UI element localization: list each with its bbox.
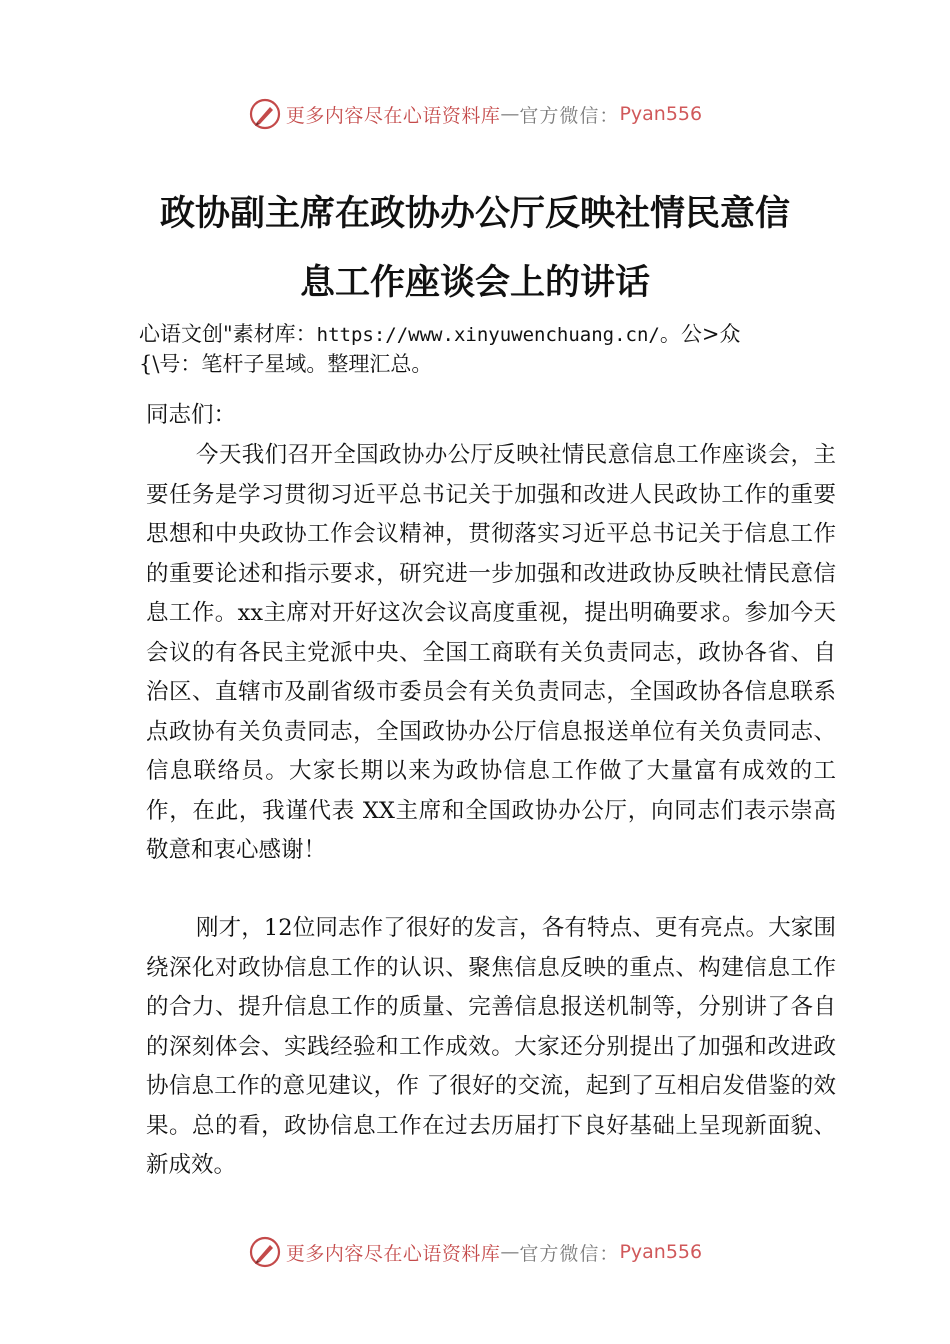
paragraph-1: 今天我们召开全国政协办公厅反映社情民意信息工作座谈会，主要任务是学习贯彻习近平总书记关于加强和改进人民政协工作的重要思想和中央政协工作会议精神，贯彻落实习近平总书记关于信息工作的重要论述和指示要求，研究进一步加强和改进政协反映社情民意信息工作。xx主席对开好这次会议高度重视，提出明确要求。参加今天会议的有各民主党派中央、全国工商联有关负责同志，政协各省、自治区、直辖市及副省级市委员会有关负责同志，全国政协各信息联系点政协有关负责同志，全国政协办公厅信息报送单位有关负责同志、信息联络员。大家长期以来为政协信息工作做了大量富有成效的工作，在此，我谨代表 XX主席和全国政协办公厅，向同志们表示崇高敬意和衷心感谢！: [146, 442, 836, 863]
source-note: [139, 320, 839, 379]
banner-text: 更多内容尽在心语资料库: [285, 1242, 501, 1265]
footer-banner: [0, 1232, 950, 1272]
paragraph-2: 刚才，12位同志作了很好的发言，各有特点、更有亮点。大家围绕深化对政协信息工作的认识、聚焦信息反映的重点、构建信息工作的合力、提升信息工作的质量、完善信息报送机制等，分别讲了各自的深刻体会、实践经验和工作成效。大家还分别提出了加强和改进政协信息工作的意见建议，作 了很好的交流，起到了互相启发借鉴的效果。总的看，政协信息工作在过去历届打下良好基础上呈现新面貌、新成效。: [146, 915, 836, 1178]
source-url: https://www.xinyuwenchuang.cn/: [316, 324, 660, 346]
source-suffix: 。公>众: [659, 322, 741, 346]
greeting: 同志们：: [146, 402, 237, 428]
wechat-label: 官方微信：: [519, 1242, 620, 1265]
source-line2: {\号：笔杆子星域。整理汇总。: [139, 352, 433, 376]
document-title-line1: 政协副主席在政协办公厅反映社情民意信: [159, 194, 790, 234]
pen-logo-icon: [248, 97, 282, 131]
pen-logo-icon: [248, 1235, 282, 1269]
banner-separator: —: [500, 103, 520, 125]
header-banner: [0, 94, 950, 134]
source-prefix: 心语文创"素材库：: [139, 322, 317, 346]
banner-text: 更多内容尽在心语资料库: [285, 104, 501, 127]
document-title-line2: 息工作座谈会上的讲话: [299, 263, 650, 303]
wechat-label: 官方微信：: [519, 104, 620, 127]
wechat-id: Pyan556: [619, 103, 703, 125]
banner-separator: —: [500, 1241, 520, 1263]
wechat-id: Pyan556: [619, 1241, 703, 1263]
